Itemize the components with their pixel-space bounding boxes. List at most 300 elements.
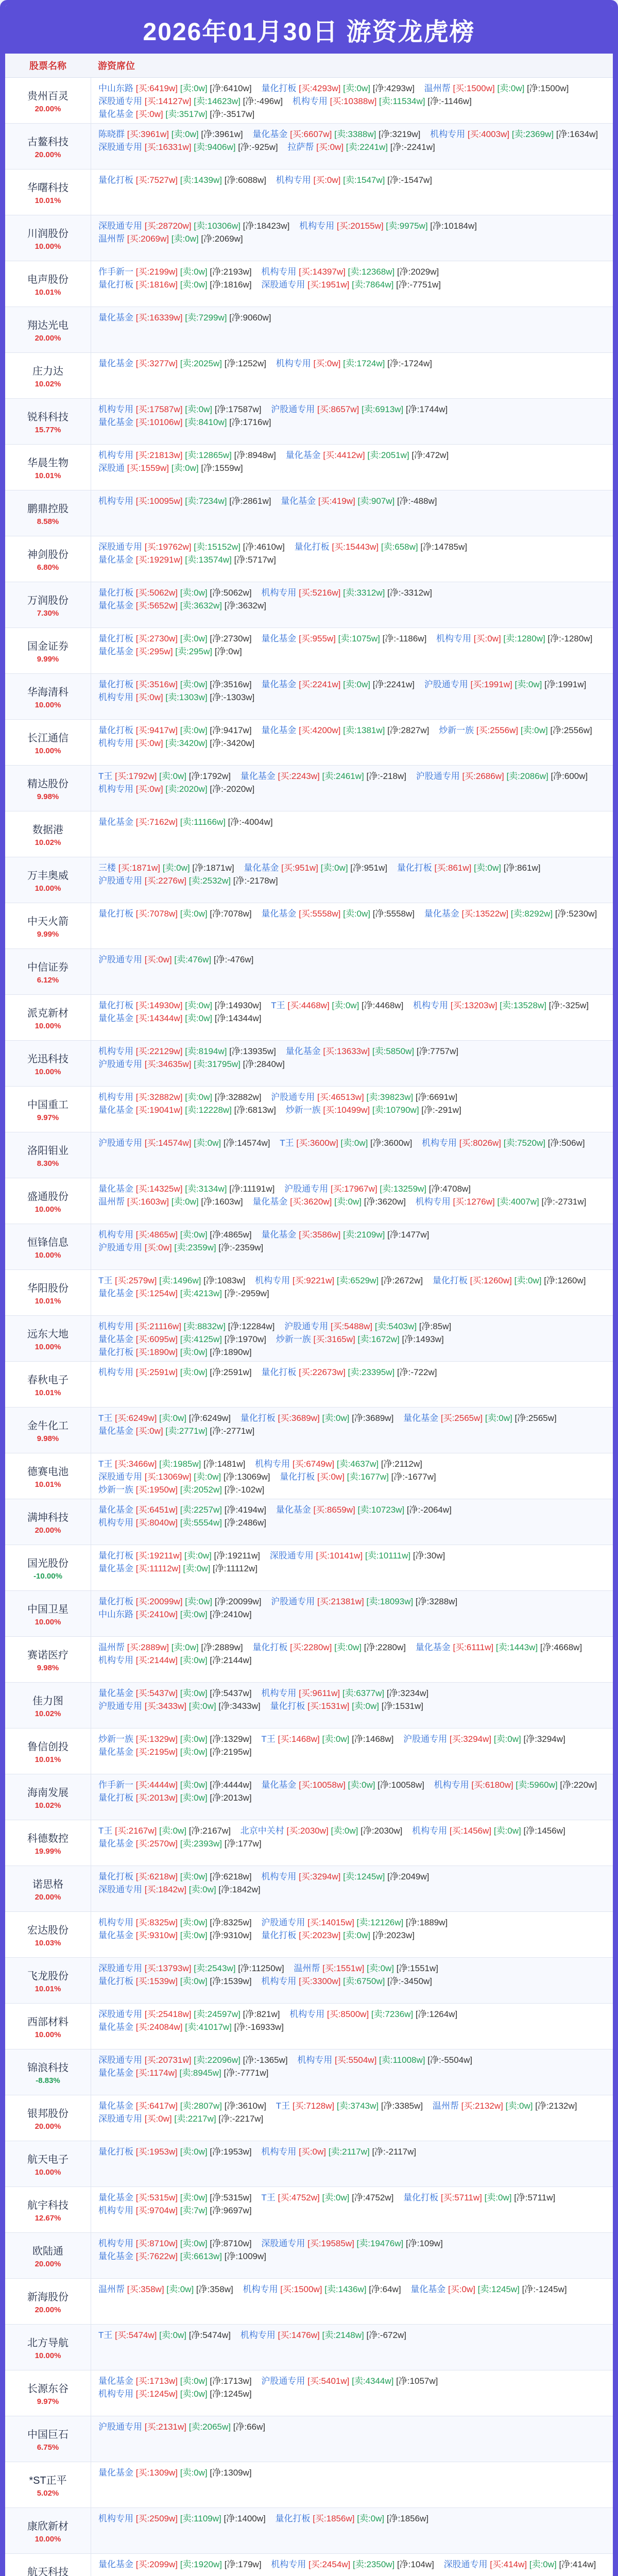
- seat-name[interactable]: 机构专用: [430, 129, 466, 139]
- stock-name[interactable]: 长源东谷: [27, 2383, 68, 2395]
- stock-name[interactable]: 欧陆通: [32, 2246, 63, 2257]
- seat-name[interactable]: 温州帮: [294, 1963, 320, 1973]
- table-row[interactable]: [5, 1683, 613, 1728]
- seat-name[interactable]: 沪股通专用: [98, 1701, 142, 1711]
- table-row[interactable]: [5, 1087, 613, 1132]
- table-row[interactable]: [5, 995, 613, 1041]
- seat-name[interactable]: 沪股通专用: [284, 1184, 329, 1194]
- seat-name[interactable]: 三楼: [98, 863, 116, 873]
- seat-name[interactable]: 量化基金: [261, 725, 297, 735]
- seat-name[interactable]: 机构专用: [255, 1459, 290, 1469]
- seat-sell: [卖:2086w]: [506, 771, 551, 781]
- stock-name[interactable]: 翔达光电: [27, 320, 68, 331]
- table-row[interactable]: [5, 1774, 613, 1820]
- seat-name[interactable]: 深股通: [98, 463, 125, 473]
- stock-name[interactable]: 贵州百灵: [27, 91, 68, 102]
- seat-name[interactable]: 量化打板: [432, 1276, 468, 1285]
- table-row[interactable]: [5, 536, 613, 582]
- seat-name[interactable]: 量化基金: [98, 1289, 133, 1298]
- table-row[interactable]: [5, 1866, 613, 1912]
- seat-name[interactable]: 量化打板: [98, 280, 133, 290]
- table-row[interactable]: [5, 811, 613, 857]
- seat-name[interactable]: 量化基金: [252, 1197, 288, 1207]
- seat-name[interactable]: 炒新一族: [285, 1105, 321, 1115]
- table-row[interactable]: [5, 307, 613, 353]
- seat-name[interactable]: 机构专用: [98, 738, 133, 748]
- seat-name[interactable]: 温州帮: [98, 1642, 125, 1652]
- seat-name[interactable]: 机构专用: [413, 1001, 449, 1010]
- stock-name[interactable]: 洛阳钼业: [27, 1145, 68, 1157]
- seat-name[interactable]: 沪股通专用: [271, 404, 315, 414]
- seat-name[interactable]: 量化打板: [98, 1872, 133, 1882]
- seat-name[interactable]: 机构专用: [261, 267, 297, 277]
- seat-name[interactable]: 深股通专用: [98, 96, 142, 106]
- seat-name[interactable]: 机构专用: [98, 1046, 133, 1056]
- stock-name[interactable]: 北方导航: [27, 2337, 68, 2349]
- seat-name[interactable]: 温州帮: [98, 2284, 125, 2294]
- seat-name[interactable]: 北京中关村: [240, 1826, 284, 1836]
- seat-name[interactable]: 温州帮: [98, 234, 125, 244]
- table-row[interactable]: [5, 1728, 613, 1774]
- seat-name[interactable]: 沪股通专用: [98, 1138, 142, 1148]
- seat-name[interactable]: 量化打板: [240, 1413, 276, 1423]
- seat-name[interactable]: 机构专用: [98, 404, 133, 414]
- stock-name[interactable]: 赛诺医疗: [27, 1650, 68, 1661]
- seat-name[interactable]: 量化基金: [98, 1105, 133, 1115]
- seat-name[interactable]: 机构专用: [98, 1367, 133, 1377]
- stock-name[interactable]: 恒锋信息: [27, 1237, 68, 1248]
- table-row[interactable]: [5, 1408, 613, 1453]
- seat-name[interactable]: 量化打板: [403, 2193, 439, 2202]
- seat-name[interactable]: 机构专用: [98, 1918, 133, 1927]
- seat-name[interactable]: 量化基金: [98, 2101, 133, 2111]
- seat-name[interactable]: 温州帮: [424, 83, 451, 93]
- table-row[interactable]: [5, 2462, 613, 2508]
- seat-name[interactable]: 量化基金: [415, 1642, 451, 1652]
- seat-name[interactable]: 深股通专用: [261, 280, 305, 290]
- seat-name[interactable]: 机构专用: [98, 2239, 133, 2248]
- seat-name[interactable]: 机构专用: [436, 634, 472, 643]
- seat-name[interactable]: 量化基金: [276, 1505, 311, 1515]
- table-row[interactable]: [5, 261, 613, 307]
- seat-name[interactable]: T王: [98, 1826, 113, 1836]
- table-row[interactable]: [5, 2141, 613, 2187]
- stock-name[interactable]: 鲁信创投: [27, 1741, 68, 1753]
- seat-name[interactable]: 量化基金: [98, 359, 133, 368]
- seat-name[interactable]: 量化基金: [98, 601, 133, 611]
- seat-name[interactable]: 沪股通专用: [271, 1092, 315, 1102]
- seat-name[interactable]: 机构专用: [261, 2147, 297, 2157]
- stock-name[interactable]: 银邦股份: [27, 2108, 68, 2120]
- stock-name[interactable]: 华阳股份: [27, 1283, 68, 1294]
- seat-buy: [买:2276w]: [144, 876, 189, 886]
- seat-name[interactable]: T王: [280, 1138, 294, 1148]
- seat-name[interactable]: 机构专用: [98, 496, 133, 506]
- stock-name[interactable]: 航天电子: [27, 2154, 68, 2165]
- seat-name[interactable]: 机构专用: [271, 2560, 306, 2569]
- seat-name[interactable]: 量化打板: [280, 1472, 315, 1482]
- seat-name[interactable]: 沪股通专用: [271, 1597, 315, 1606]
- seat-name[interactable]: 沪股通专用: [98, 1243, 142, 1252]
- table-row[interactable]: [5, 949, 613, 995]
- seat-name[interactable]: 量化基金: [98, 1426, 133, 1436]
- stock-name[interactable]: 中国巨石: [27, 2429, 68, 2441]
- stock-name[interactable]: 航天科技: [27, 2567, 68, 2576]
- seat-name[interactable]: 量化打板: [98, 1551, 133, 1561]
- seat-name[interactable]: 沪股通专用: [261, 1918, 305, 1927]
- stock-name[interactable]: 电声股份: [27, 274, 68, 285]
- seat-name[interactable]: 量化打板: [252, 1642, 288, 1652]
- seat-name[interactable]: 量化基金: [252, 129, 288, 139]
- seat-name[interactable]: 量化基金: [403, 1413, 439, 1423]
- seat-name[interactable]: 量化打板: [98, 1001, 133, 1010]
- seat-name[interactable]: 机构专用: [261, 1872, 297, 1882]
- seat-name[interactable]: 机构专用: [434, 1780, 469, 1790]
- seat-name[interactable]: 机构专用: [297, 2055, 333, 2065]
- stock-name[interactable]: 航宇科技: [27, 2200, 68, 2211]
- table-row[interactable]: [5, 2004, 613, 2049]
- seat-name[interactable]: 量化打板: [98, 1793, 133, 1803]
- seat-name[interactable]: 量化打板: [98, 588, 133, 598]
- stock-name[interactable]: 盛通股份: [27, 1191, 68, 1202]
- seat-name[interactable]: 量化打板: [275, 2514, 311, 2523]
- seat-name[interactable]: 量化基金: [410, 2284, 446, 2294]
- seat-name[interactable]: 机构专用: [415, 1197, 451, 1207]
- seat-name[interactable]: 量化基金: [98, 1334, 133, 1344]
- seat-name[interactable]: 机构专用: [243, 2284, 278, 2294]
- seat-name[interactable]: 深股通专用: [98, 2114, 142, 2124]
- table-row[interactable]: [5, 2187, 613, 2233]
- seat-name[interactable]: 量化打板: [261, 1930, 297, 1940]
- seat-name[interactable]: 炒新一族: [276, 1334, 311, 1344]
- table-row[interactable]: [5, 903, 613, 949]
- seat-name[interactable]: 量化打板: [98, 1347, 133, 1357]
- table-row[interactable]: [5, 1545, 613, 1591]
- stock-name[interactable]: 宏达股份: [27, 1925, 68, 1936]
- table-row[interactable]: [5, 353, 613, 399]
- seat-name[interactable]: 量化打板: [261, 83, 297, 93]
- seat-name[interactable]: 量化基金: [98, 2376, 133, 2386]
- seat-name[interactable]: 量化基金: [98, 2022, 133, 2032]
- table-row[interactable]: [5, 1362, 613, 1408]
- table-row[interactable]: [5, 1132, 613, 1178]
- seat-name[interactable]: 机构专用: [98, 2389, 133, 2399]
- seat-name[interactable]: 量化打板: [98, 909, 133, 919]
- seat-name[interactable]: 机构专用: [98, 1230, 133, 1240]
- seat-name[interactable]: 量化基金: [98, 1013, 133, 1023]
- stock-name[interactable]: 新海股份: [27, 2292, 68, 2303]
- table-row[interactable]: [5, 1041, 613, 1087]
- stock-name[interactable]: 西部材料: [27, 2016, 68, 2028]
- seat-name[interactable]: 量化基金: [98, 1930, 133, 1940]
- seat-name[interactable]: 炒新一族: [439, 725, 474, 735]
- seat-name[interactable]: 量化基金: [98, 2468, 133, 2478]
- table-row[interactable]: [5, 674, 613, 720]
- seat-name[interactable]: 量化基金: [285, 1046, 321, 1056]
- table-row[interactable]: [5, 1178, 613, 1224]
- stock-name[interactable]: 精达股份: [27, 778, 68, 790]
- seat-buy: [买:419w]: [318, 496, 358, 506]
- seat-list: [91, 1132, 613, 1178]
- seat-name[interactable]: 沪股通专用: [284, 1321, 329, 1331]
- table-row[interactable]: [5, 2554, 613, 2576]
- stock-name[interactable]: 派克新材: [27, 1008, 68, 1019]
- stock-name[interactable]: 中信证券: [27, 962, 68, 973]
- seat-name[interactable]: 机构专用: [261, 1976, 297, 1986]
- table-row[interactable]: [5, 2370, 613, 2416]
- table-row[interactable]: [5, 766, 613, 811]
- seat-name[interactable]: 量化基金: [285, 450, 321, 460]
- table-row[interactable]: [5, 582, 613, 628]
- table-row[interactable]: [5, 445, 613, 490]
- seat-name[interactable]: 机构专用: [98, 1321, 133, 1331]
- seat-name[interactable]: 量化基金: [261, 1780, 297, 1790]
- stock-name[interactable]: 国光股份: [27, 1558, 68, 1569]
- seat-name[interactable]: T王: [98, 1459, 113, 1469]
- table-row[interactable]: [5, 628, 613, 674]
- seat-name[interactable]: 机构专用: [261, 1688, 297, 1698]
- seat-name[interactable]: 陈晓群: [98, 129, 125, 139]
- seat-name[interactable]: 量化基金: [98, 555, 133, 565]
- seat-name[interactable]: 炒新一族: [98, 1485, 133, 1495]
- seat-name[interactable]: 沪股通专用: [98, 2422, 142, 2432]
- seat-name[interactable]: 深股通专用: [98, 1885, 142, 1894]
- seat-net: [净:85w]: [419, 1321, 452, 1331]
- seat-name[interactable]: 沪股通专用: [98, 876, 142, 886]
- seat-name[interactable]: 机构专用: [276, 175, 311, 185]
- seat-name[interactable]: 量化基金: [261, 680, 297, 689]
- seat-name[interactable]: 量化打板: [98, 634, 133, 643]
- seat-name[interactable]: 量化基金: [98, 1839, 133, 1849]
- stock-name[interactable]: 古鳌科技: [27, 137, 68, 148]
- seat-name[interactable]: 量化打板: [98, 725, 133, 735]
- seat-name[interactable]: 深股通专用: [98, 2009, 142, 2019]
- seat-name[interactable]: 沪股通专用: [403, 1734, 448, 1744]
- table-row[interactable]: [5, 2233, 613, 2279]
- seat-name[interactable]: 机构专用: [98, 1655, 133, 1665]
- stock-name[interactable]: 佳力图: [32, 1696, 63, 1707]
- seat-name[interactable]: T王: [98, 771, 113, 781]
- seat-name[interactable]: 量化基金: [98, 1564, 133, 1573]
- stock-name[interactable]: 鹏鼎控股: [27, 503, 68, 515]
- table-row[interactable]: [5, 2508, 613, 2554]
- seat-name[interactable]: 温州帮: [98, 1197, 125, 1207]
- seat-name[interactable]: 温州帮: [432, 2101, 459, 2111]
- seat-name[interactable]: 量化基金: [98, 647, 133, 656]
- seat-name[interactable]: 机构专用: [98, 2206, 133, 2215]
- seat-name[interactable]: 机构专用: [261, 588, 297, 598]
- seat-name[interactable]: 机构专用: [276, 359, 311, 368]
- seat-name[interactable]: 深股通专用: [269, 1551, 314, 1561]
- seat-name[interactable]: 深股通专用: [98, 1472, 142, 1482]
- seat-name[interactable]: 炒新一族: [98, 1734, 133, 1744]
- table-row[interactable]: [5, 490, 613, 536]
- seat-name[interactable]: 机构专用: [292, 96, 328, 106]
- stock-name[interactable]: 中天火箭: [27, 916, 68, 927]
- seat-name[interactable]: 深股通专用: [261, 2239, 305, 2248]
- stock-name[interactable]: *ST正平: [29, 2475, 67, 2486]
- seat-name[interactable]: 量化基金: [98, 1184, 133, 1194]
- seat-name[interactable]: 量化基金: [244, 863, 279, 873]
- seat-name[interactable]: 中山东路: [98, 83, 133, 93]
- table-row[interactable]: [5, 78, 613, 124]
- table-row[interactable]: [5, 857, 613, 903]
- stock-name[interactable]: 满坤科技: [27, 1512, 68, 1523]
- seat-name[interactable]: 作手新一: [98, 1780, 133, 1790]
- seat-name[interactable]: T王: [271, 1001, 285, 1010]
- stock-name[interactable]: 金牛化工: [27, 1420, 68, 1432]
- stock-name[interactable]: 海南发展: [27, 1787, 68, 1799]
- table-row[interactable]: [5, 2095, 613, 2141]
- seat-name[interactable]: 深股通专用: [98, 142, 142, 152]
- table-row[interactable]: [5, 1453, 613, 1499]
- change-percent: 6.80%: [37, 563, 59, 572]
- seat-name[interactable]: 量化打板: [98, 175, 133, 185]
- stock-name[interactable]: 锦浪科技: [27, 2062, 68, 2074]
- table-row[interactable]: [5, 1637, 613, 1683]
- seat-name[interactable]: 量化基金: [240, 771, 276, 781]
- stock-name[interactable]: 诺思格: [32, 1879, 63, 1890]
- table-row[interactable]: [5, 1912, 613, 1958]
- seat-name[interactable]: 量化基金: [98, 2193, 133, 2202]
- seat-name[interactable]: 深股通专用: [98, 542, 142, 552]
- seat-sell: [卖:0w]: [180, 1918, 210, 1927]
- seat-name[interactable]: T王: [98, 1276, 113, 1285]
- seat-name[interactable]: 量化打板: [294, 542, 330, 552]
- seat-name[interactable]: 量化基金: [424, 909, 459, 919]
- seat-name[interactable]: 量化基金: [98, 109, 133, 119]
- seat-name[interactable]: 机构专用: [412, 1826, 448, 1836]
- table-row[interactable]: [5, 2049, 613, 2095]
- seat-name[interactable]: 量化基金: [98, 2251, 133, 2261]
- stock-name[interactable]: 华曙科技: [27, 182, 68, 194]
- seat-name[interactable]: 深股通专用: [98, 2055, 142, 2065]
- table-row[interactable]: [5, 170, 613, 215]
- seat-name[interactable]: T王: [261, 2193, 276, 2202]
- seat-name[interactable]: 沪股通专用: [424, 680, 468, 689]
- seat-name[interactable]: 沪股通专用: [98, 1059, 142, 1069]
- seat-net: [净:1713w]: [210, 2376, 252, 2386]
- seat-name[interactable]: 沪股通专用: [261, 2376, 305, 2386]
- seat-name[interactable]: 量化打板: [261, 1367, 297, 1377]
- seat-name[interactable]: T王: [98, 1413, 113, 1423]
- seat-name[interactable]: 量化基金: [261, 1230, 297, 1240]
- stock-name[interactable]: 康欣新材: [27, 2521, 68, 2532]
- seat-name[interactable]: 中山东路: [98, 1609, 133, 1619]
- seat-name[interactable]: 量化打板: [270, 1701, 305, 1711]
- seat-name[interactable]: 量化打板: [397, 863, 432, 873]
- seat-name[interactable]: 机构专用: [98, 692, 133, 702]
- stock-name[interactable]: 飞龙股份: [27, 1971, 68, 1982]
- table-row[interactable]: [5, 1958, 613, 2004]
- table-row[interactable]: [5, 1224, 613, 1270]
- seat-sell: [卖:0w]: [180, 2239, 210, 2248]
- stock-name[interactable]: 中国重工: [27, 1099, 68, 1111]
- seat-name[interactable]: 量化基金: [98, 2560, 133, 2569]
- table-row[interactable]: [5, 2279, 613, 2325]
- seat-name[interactable]: 量化打板: [98, 680, 133, 689]
- seat-name[interactable]: 机构专用: [255, 1276, 290, 1285]
- seat-name[interactable]: 机构专用: [98, 784, 133, 794]
- seat-name[interactable]: 量化打板: [98, 2147, 133, 2157]
- table-row[interactable]: [5, 399, 613, 445]
- table-row[interactable]: [5, 1820, 613, 1866]
- seat-name[interactable]: T王: [261, 1734, 276, 1744]
- seat-name[interactable]: 机构专用: [98, 450, 133, 460]
- stock-name[interactable]: 锐科科技: [27, 412, 68, 423]
- stock-name[interactable]: 春秋电子: [27, 1375, 68, 1386]
- stock-name[interactable]: 川润股份: [27, 228, 68, 240]
- table-row[interactable]: [5, 1591, 613, 1637]
- seat-net: [净:3632w]: [224, 601, 266, 611]
- stock-name[interactable]: 科德数控: [27, 1833, 68, 1844]
- seat-buy: [买:6180w]: [471, 1780, 516, 1790]
- seat-name[interactable]: 深股通专用: [443, 2560, 488, 2569]
- stock-name[interactable]: 远东大地: [27, 1329, 68, 1340]
- seat-name[interactable]: 沪股通专用: [98, 955, 142, 964]
- table-row[interactable]: [5, 124, 613, 170]
- seat-name[interactable]: 机构专用: [98, 2514, 133, 2523]
- seat-name[interactable]: 机构专用: [240, 2330, 276, 2340]
- table-row[interactable]: [5, 1270, 613, 1316]
- seat-name[interactable]: 量化基金: [261, 909, 297, 919]
- seat-name[interactable]: 量化基金: [98, 817, 133, 827]
- stock-name[interactable]: 国金证券: [27, 641, 68, 652]
- seat-name[interactable]: 深股通专用: [98, 221, 142, 231]
- seat-name[interactable]: 量化基金: [281, 496, 316, 506]
- seat-name[interactable]: 量化基金: [98, 1688, 133, 1698]
- seat-name[interactable]: 机构专用: [98, 1092, 133, 1102]
- seat-name[interactable]: 量化基金: [98, 417, 133, 427]
- seat-name[interactable]: 量化基金: [98, 2068, 133, 2078]
- stock-name[interactable]: 长江通信: [27, 733, 68, 744]
- seat-name[interactable]: 沪股通专用: [416, 771, 460, 781]
- stock-name[interactable]: 华晨生物: [27, 457, 68, 469]
- seat-name[interactable]: 机构专用: [422, 1138, 457, 1148]
- seat-name[interactable]: 量化打板: [98, 1597, 133, 1606]
- seat-name[interactable]: 作手新一: [98, 267, 133, 277]
- seat-name[interactable]: 量化基金: [98, 1747, 133, 1757]
- seat-name[interactable]: 量化基金: [98, 1505, 133, 1515]
- table-row[interactable]: [5, 2416, 613, 2462]
- stock-name[interactable]: 华海清科: [27, 687, 68, 698]
- table-row[interactable]: [5, 1316, 613, 1362]
- stock-name[interactable]: 中国卫星: [27, 1604, 68, 1615]
- stock-name[interactable]: 神剑股份: [27, 549, 68, 561]
- stock-name[interactable]: 庄力达: [32, 366, 63, 377]
- stock-name[interactable]: 德赛电池: [27, 1466, 68, 1478]
- stock-name[interactable]: 数据港: [32, 824, 63, 836]
- seat-name[interactable]: 量化基金: [98, 313, 133, 323]
- table-row[interactable]: [5, 1499, 613, 1545]
- stock-name[interactable]: 万丰奥威: [27, 870, 68, 882]
- seat-name[interactable]: 机构专用: [98, 1518, 133, 1528]
- table-row[interactable]: [5, 215, 613, 261]
- table-row[interactable]: [5, 720, 613, 766]
- seat-name[interactable]: 深股通专用: [98, 1963, 142, 1973]
- seat-name[interactable]: T王: [98, 2330, 113, 2340]
- seat-name[interactable]: T王: [276, 2101, 290, 2111]
- stock-name[interactable]: 万润股份: [27, 595, 68, 606]
- seat-name[interactable]: 量化打板: [98, 1976, 133, 1986]
- stock-name[interactable]: 光迅科技: [27, 1054, 68, 1065]
- seat-entry: [98, 2284, 233, 2294]
- seat-name[interactable]: 机构专用: [289, 2009, 325, 2019]
- seat-name[interactable]: 拉萨帮: [287, 142, 314, 152]
- seat-name[interactable]: 量化基金: [261, 634, 297, 643]
- seat-name[interactable]: 机构专用: [299, 221, 335, 231]
- table-row[interactable]: [5, 2325, 613, 2370]
